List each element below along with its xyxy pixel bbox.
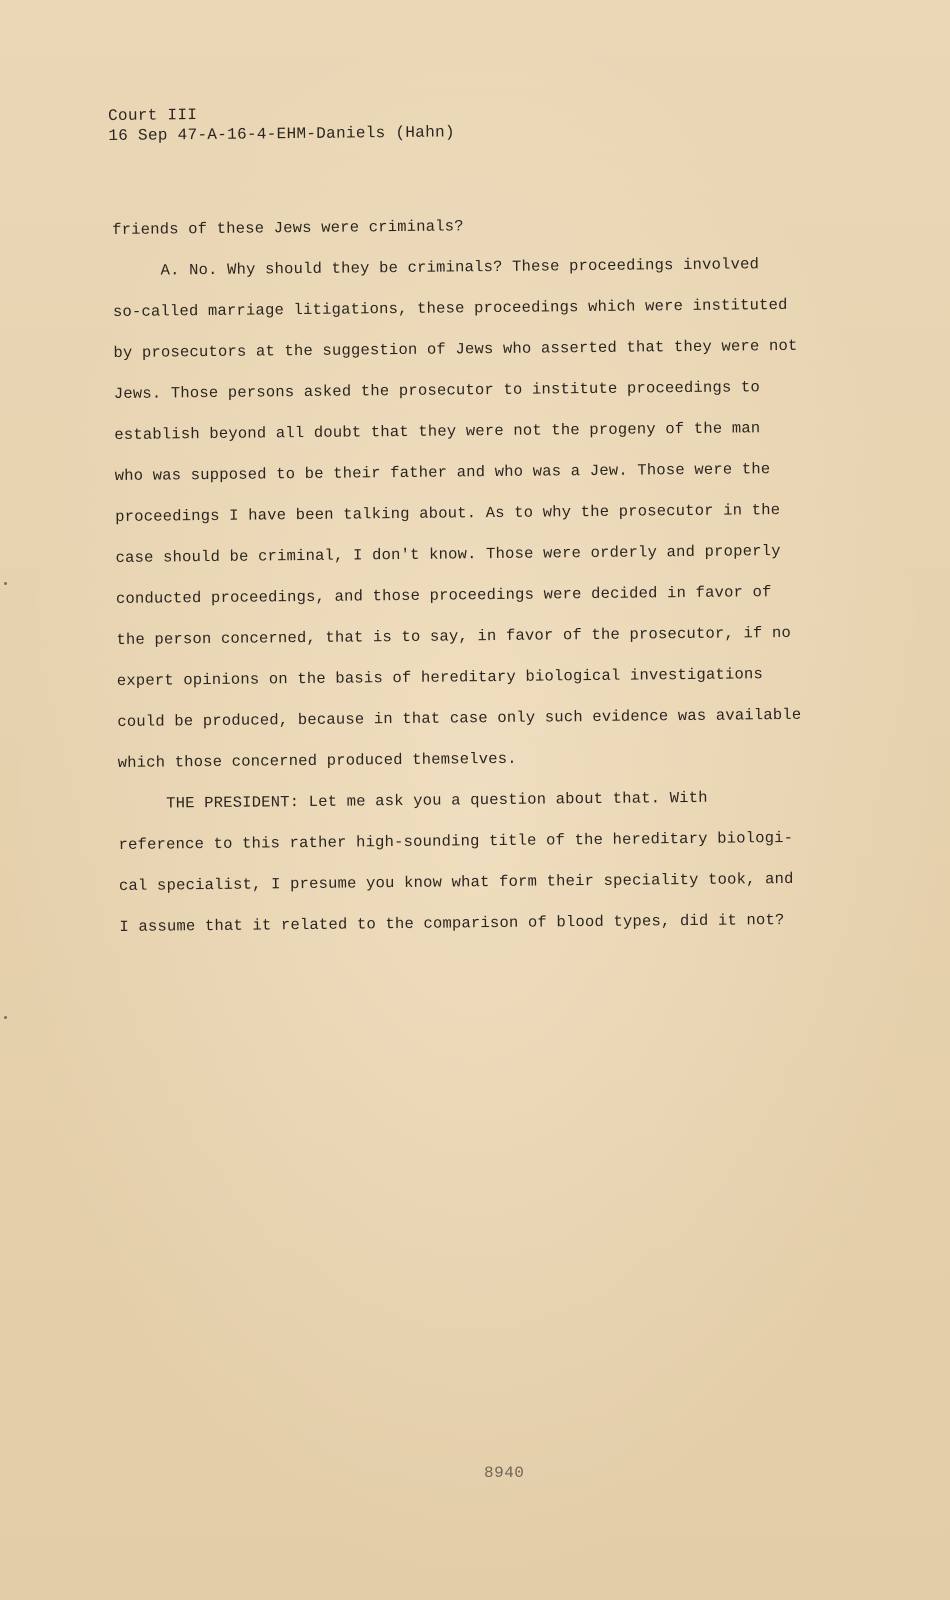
transcript-line: case should be criminal, I don't know. Those were orderly and properly xyxy=(115,542,781,567)
transcript-line: by prosecutors at the suggestion of Jews who asserted that they were not xyxy=(113,336,798,362)
transcript-line: A. No. Why should they be criminals? These proceedings involved xyxy=(160,255,760,280)
transcript-line: THE PRESIDENT: Let me ask you a question about that. With xyxy=(166,788,708,813)
transcript-line: Jews. Those persons asked the prosecutor to institute proceedings to xyxy=(113,378,761,403)
transcript-line: expert opinions on the basis of hereditary biological investigations xyxy=(116,665,764,690)
transcript-body xyxy=(112,208,865,954)
transcript-line: friends of these Jews were criminals? xyxy=(112,217,464,239)
transcript-line: proceedings I have been talking about. As to why the prosecutor in the xyxy=(115,501,781,526)
transcript-line: reference to this rather high-sounding title of the hereditary biologi- xyxy=(118,828,794,854)
page-number: 8940 xyxy=(484,1464,525,1482)
transcript-line: which those concerned produced themselves. xyxy=(117,749,517,772)
paper-mark xyxy=(4,582,7,585)
transcript-line: so-called marriage litigations, these proceedings which were instituted xyxy=(112,295,788,321)
transcript-line: I assume that it related to the comparison of blood types, did it not? xyxy=(119,910,785,936)
court-label: Court III xyxy=(108,106,198,125)
transcript-line: could be produced, because in that case only such evidence was available xyxy=(117,705,802,731)
paper-mark xyxy=(4,1016,7,1019)
session-reference: 16 Sep 47-A-16-4-EHM-Daniels (Hahn) xyxy=(108,123,455,145)
transcript-line: cal specialist, I presume you know what form their speciality took, and xyxy=(118,869,794,895)
transcript-line: establish beyond all doubt that they were not the progeny of the man xyxy=(114,419,761,444)
document-header xyxy=(108,102,455,146)
transcript-line: who was supposed to be their father and who was a Jew. Those were the xyxy=(114,460,771,485)
transcript-line: conducted proceedings, and those proceedings were decided in favor of xyxy=(115,583,772,608)
transcript-line: the person concerned, that is to say, in favor of the prosecutor, if no xyxy=(116,623,792,649)
